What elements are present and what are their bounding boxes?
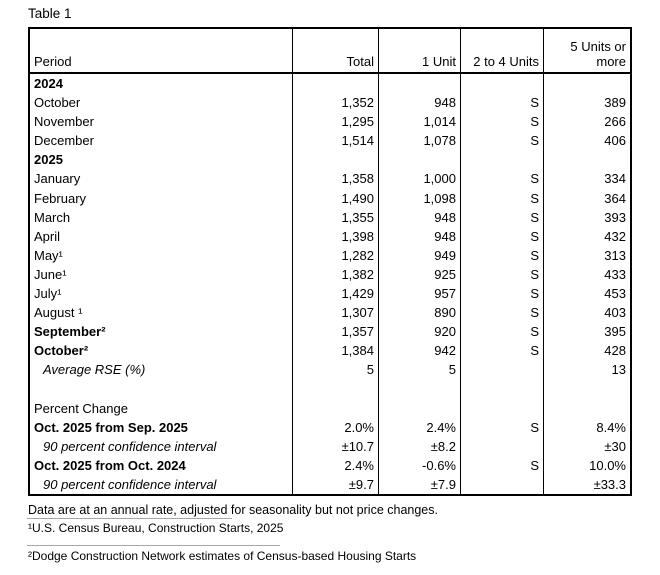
table-note: Data are at an annual rate, adjusted for seasonality but not price changes. — [28, 503, 438, 517]
value-cell: 920 — [379, 322, 461, 341]
row-label: May¹ — [30, 246, 293, 265]
value-cell: 925 — [379, 265, 461, 284]
value-cell — [461, 437, 544, 456]
value-cell: ±9.7 — [293, 475, 379, 494]
value-cell: S — [461, 189, 544, 208]
value-cell: S — [461, 456, 544, 475]
value-cell: 1,357 — [293, 322, 379, 341]
value-cell: 393 — [604, 209, 626, 225]
value-cell: S — [461, 322, 544, 341]
value-cell: 13 — [611, 362, 626, 378]
footnote-separator-2 — [27, 545, 280, 546]
value-cell — [544, 150, 630, 169]
value-cell — [461, 475, 544, 494]
row-label: 90 percent confidence interval — [30, 437, 293, 456]
value-cell: S — [461, 246, 544, 265]
value-cell — [461, 150, 544, 169]
value-cell: 1,282 — [293, 246, 379, 265]
value-cell: -0.6% — [379, 456, 461, 475]
value-cell — [379, 380, 461, 399]
value-cell — [293, 150, 379, 169]
row-label — [30, 380, 293, 399]
value-cell — [461, 380, 544, 399]
row-label: Oct. 2025 from Sep. 2025 — [30, 418, 293, 437]
row-label: 2025 — [30, 150, 293, 169]
value-cell: 1,382 — [293, 265, 379, 284]
value-cell: 8.4% — [596, 419, 626, 435]
value-cell — [293, 399, 379, 418]
value-cell: 957 — [379, 284, 461, 303]
value-cell: 364 — [604, 190, 626, 206]
value-cell: 1,098 — [379, 189, 461, 208]
value-cell: ±7.9 — [379, 475, 461, 494]
value-cell: 1,078 — [379, 131, 461, 150]
value-cell: 1,398 — [293, 227, 379, 246]
value-cell — [461, 74, 544, 93]
value-cell: S — [461, 284, 544, 303]
value-cell: 453 — [604, 286, 626, 302]
value-cell: 389 — [604, 95, 626, 111]
value-cell: 10.0% — [589, 457, 626, 473]
column-header-period: Period — [30, 29, 293, 74]
row-label: 90 percent confidence interval — [30, 475, 293, 494]
value-cell: 2.4% — [293, 456, 379, 475]
value-cell: 406 — [604, 133, 626, 149]
value-cell: S — [461, 208, 544, 227]
footnote-2: ²Dodge Construction Network estimates of Census-based Housing Starts — [28, 549, 417, 563]
value-cell: S — [461, 303, 544, 322]
value-cell: 948 — [379, 208, 461, 227]
value-cell: 1,514 — [293, 131, 379, 150]
value-cell: S — [461, 169, 544, 188]
row-label: June¹ — [30, 265, 293, 284]
value-cell: 432 — [604, 228, 626, 244]
value-cell — [544, 380, 630, 399]
value-cell — [379, 399, 461, 418]
value-cell: 1,490 — [293, 189, 379, 208]
value-cell: S — [461, 418, 544, 437]
value-cell: 428 — [604, 343, 626, 359]
row-label: April — [30, 227, 293, 246]
value-cell: 403 — [604, 305, 626, 321]
value-cell: 1,358 — [293, 169, 379, 188]
value-cell: 948 — [379, 227, 461, 246]
value-cell: 2.4% — [379, 418, 461, 437]
row-label: Oct. 2025 from Oct. 2024 — [30, 456, 293, 475]
row-label: October² — [30, 341, 293, 360]
value-cell: 334 — [604, 171, 626, 187]
row-label: August ¹ — [30, 303, 293, 322]
value-cell — [544, 74, 630, 93]
value-cell: 5 — [379, 360, 461, 379]
row-label: Average RSE (%) — [30, 360, 293, 379]
value-cell: 1,429 — [293, 284, 379, 303]
value-cell — [461, 399, 544, 418]
value-cell — [544, 399, 630, 418]
data-table — [28, 27, 632, 496]
row-label: September² — [30, 322, 293, 341]
value-cell: S — [461, 227, 544, 246]
value-cell: 1,384 — [293, 341, 379, 360]
row-label: January — [30, 169, 293, 188]
value-cell — [293, 380, 379, 399]
value-cell: ±10.7 — [293, 437, 379, 456]
row-label: July¹ — [30, 284, 293, 303]
value-cell: ±33.3 — [593, 476, 626, 492]
table-title: Table 1 — [28, 6, 72, 21]
value-cell: 1,000 — [379, 169, 461, 188]
value-cell: S — [461, 93, 544, 112]
column-header-1-unit: 1 Unit — [379, 29, 461, 74]
value-cell: 1,295 — [293, 112, 379, 131]
value-cell: 949 — [379, 246, 461, 265]
value-cell: S — [461, 341, 544, 360]
value-cell — [461, 360, 544, 379]
row-label: December — [30, 131, 293, 150]
value-cell: 948 — [379, 93, 461, 112]
column-header-5-units-or-more: 5 Units or more — [544, 29, 630, 74]
value-cell: 433 — [604, 266, 626, 282]
value-cell: 313 — [604, 247, 626, 263]
value-cell: 1,307 — [293, 303, 379, 322]
value-cell: ±8.2 — [379, 437, 461, 456]
value-cell: 890 — [379, 303, 461, 322]
row-label: February — [30, 189, 293, 208]
value-cell: 395 — [604, 324, 626, 340]
column-header-total: Total — [293, 29, 379, 74]
value-cell: 2.0% — [293, 418, 379, 437]
row-label: March — [30, 208, 293, 227]
value-cell: 1,352 — [293, 93, 379, 112]
value-cell: S — [461, 131, 544, 150]
value-cell: 1,355 — [293, 208, 379, 227]
value-cell: 1,014 — [379, 112, 461, 131]
value-cell: 5 — [293, 360, 379, 379]
column-header-2-to-4-units: 2 to 4 Units — [461, 29, 544, 74]
value-cell: S — [461, 112, 544, 131]
value-cell — [379, 150, 461, 169]
value-cell — [293, 74, 379, 93]
value-cell — [379, 74, 461, 93]
row-label: October — [30, 93, 293, 112]
value-cell: ±30 — [604, 438, 626, 454]
footnote-separator-1 — [27, 518, 232, 519]
row-label: 2024 — [30, 74, 293, 93]
value-cell: 942 — [379, 341, 461, 360]
value-cell: 266 — [604, 114, 626, 130]
footnote-1: ¹U.S. Census Bureau, Construction Starts, 2025 — [28, 521, 284, 535]
row-label: November — [30, 112, 293, 131]
value-cell: S — [461, 265, 544, 284]
row-label: Percent Change — [30, 399, 293, 418]
